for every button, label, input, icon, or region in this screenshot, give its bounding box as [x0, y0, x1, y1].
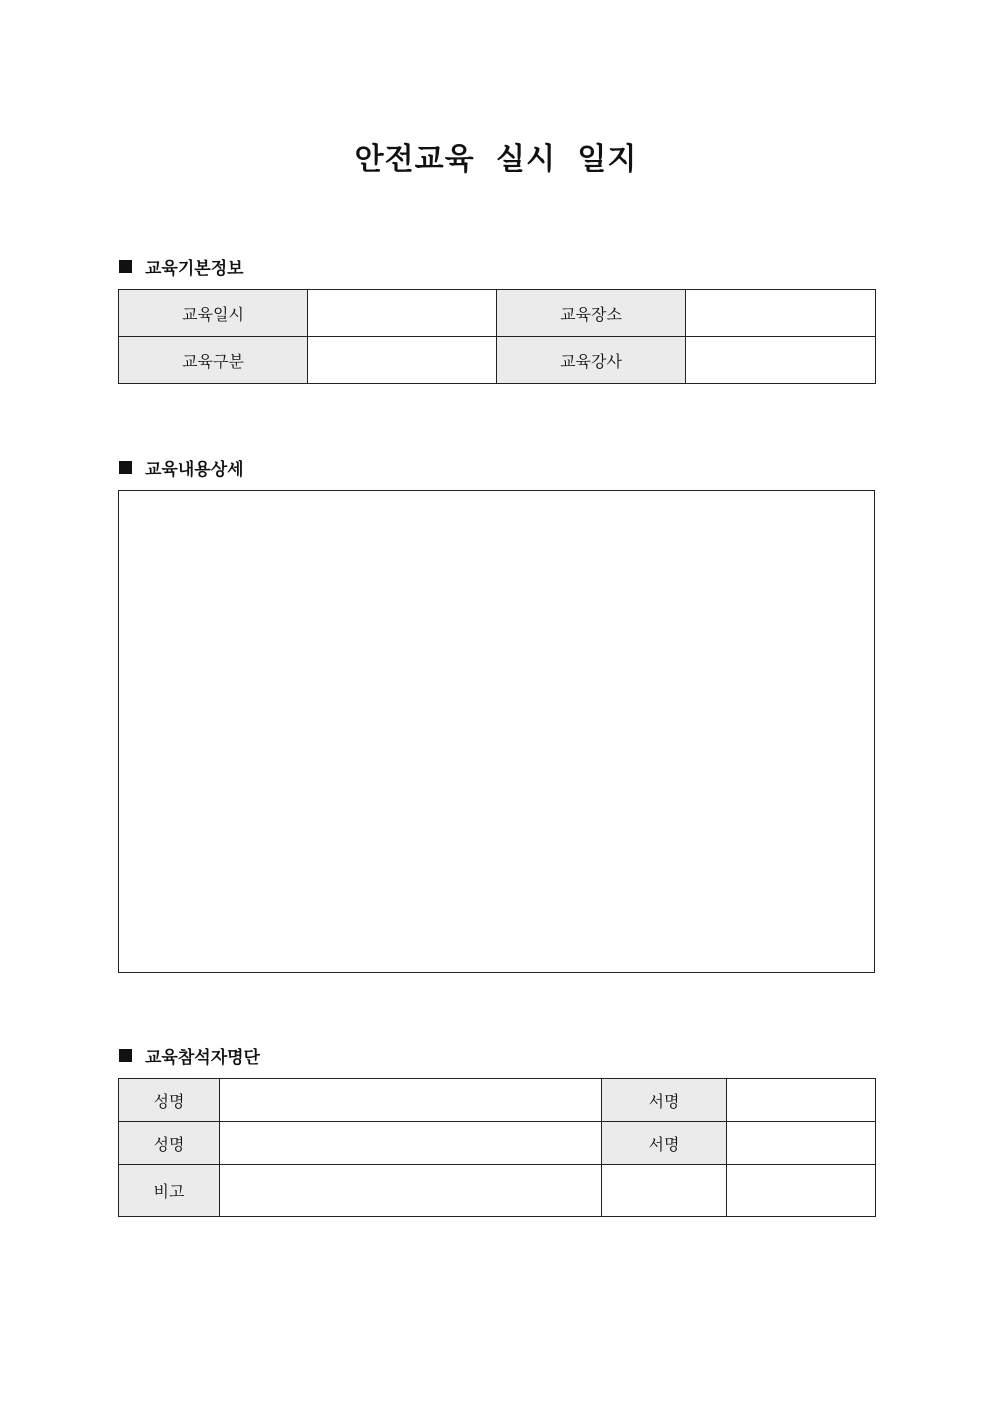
attendee-table: [118, 1078, 876, 1217]
education-type-label: 교육구분: [119, 337, 308, 384]
section-basic-info-label: 교육기본정보: [145, 259, 244, 279]
attendee-signature-field[interactable]: [727, 1122, 876, 1165]
basic-info-table: [118, 289, 876, 384]
document-title: 안전교육 실시 일지: [354, 142, 638, 177]
education-content-field[interactable]: [118, 490, 875, 973]
attendee-signature-field[interactable]: [727, 1079, 876, 1122]
education-instructor-label: 교육강사: [497, 337, 686, 384]
section-content-detail-heading: [119, 455, 244, 480]
note-extra-cell[interactable]: [602, 1165, 727, 1217]
note-extra-cell[interactable]: [727, 1165, 876, 1217]
note-field[interactable]: [220, 1165, 602, 1217]
education-location-label: 교육장소: [497, 290, 686, 337]
education-location-field[interactable]: [686, 290, 876, 337]
section-basic-info-heading: [119, 254, 244, 279]
attendee-signature-label: 서명: [602, 1079, 727, 1122]
attendee-name-label: 성명: [119, 1122, 220, 1165]
attendee-name-field[interactable]: [220, 1122, 602, 1165]
square-bullet-icon: [119, 1049, 132, 1062]
note-label: 비고: [119, 1165, 220, 1217]
education-instructor-field[interactable]: [686, 337, 876, 384]
table-row: [119, 290, 876, 337]
section-attendees-label: 교육참석자명단: [145, 1048, 260, 1068]
square-bullet-icon: [119, 260, 132, 273]
table-row: [119, 1165, 876, 1217]
table-row: [119, 1122, 876, 1165]
table-row: [119, 337, 876, 384]
education-type-field[interactable]: [308, 337, 497, 384]
education-date-label: 교육일시: [119, 290, 308, 337]
table-row: [119, 1079, 876, 1122]
attendee-name-label: 성명: [119, 1079, 220, 1122]
education-date-field[interactable]: [308, 290, 497, 337]
section-content-detail-label: 교육내용상세: [145, 460, 244, 480]
section-attendees-heading: [119, 1043, 260, 1068]
attendee-signature-label: 서명: [602, 1122, 727, 1165]
square-bullet-icon: [119, 461, 132, 474]
attendee-name-field[interactable]: [220, 1079, 602, 1122]
